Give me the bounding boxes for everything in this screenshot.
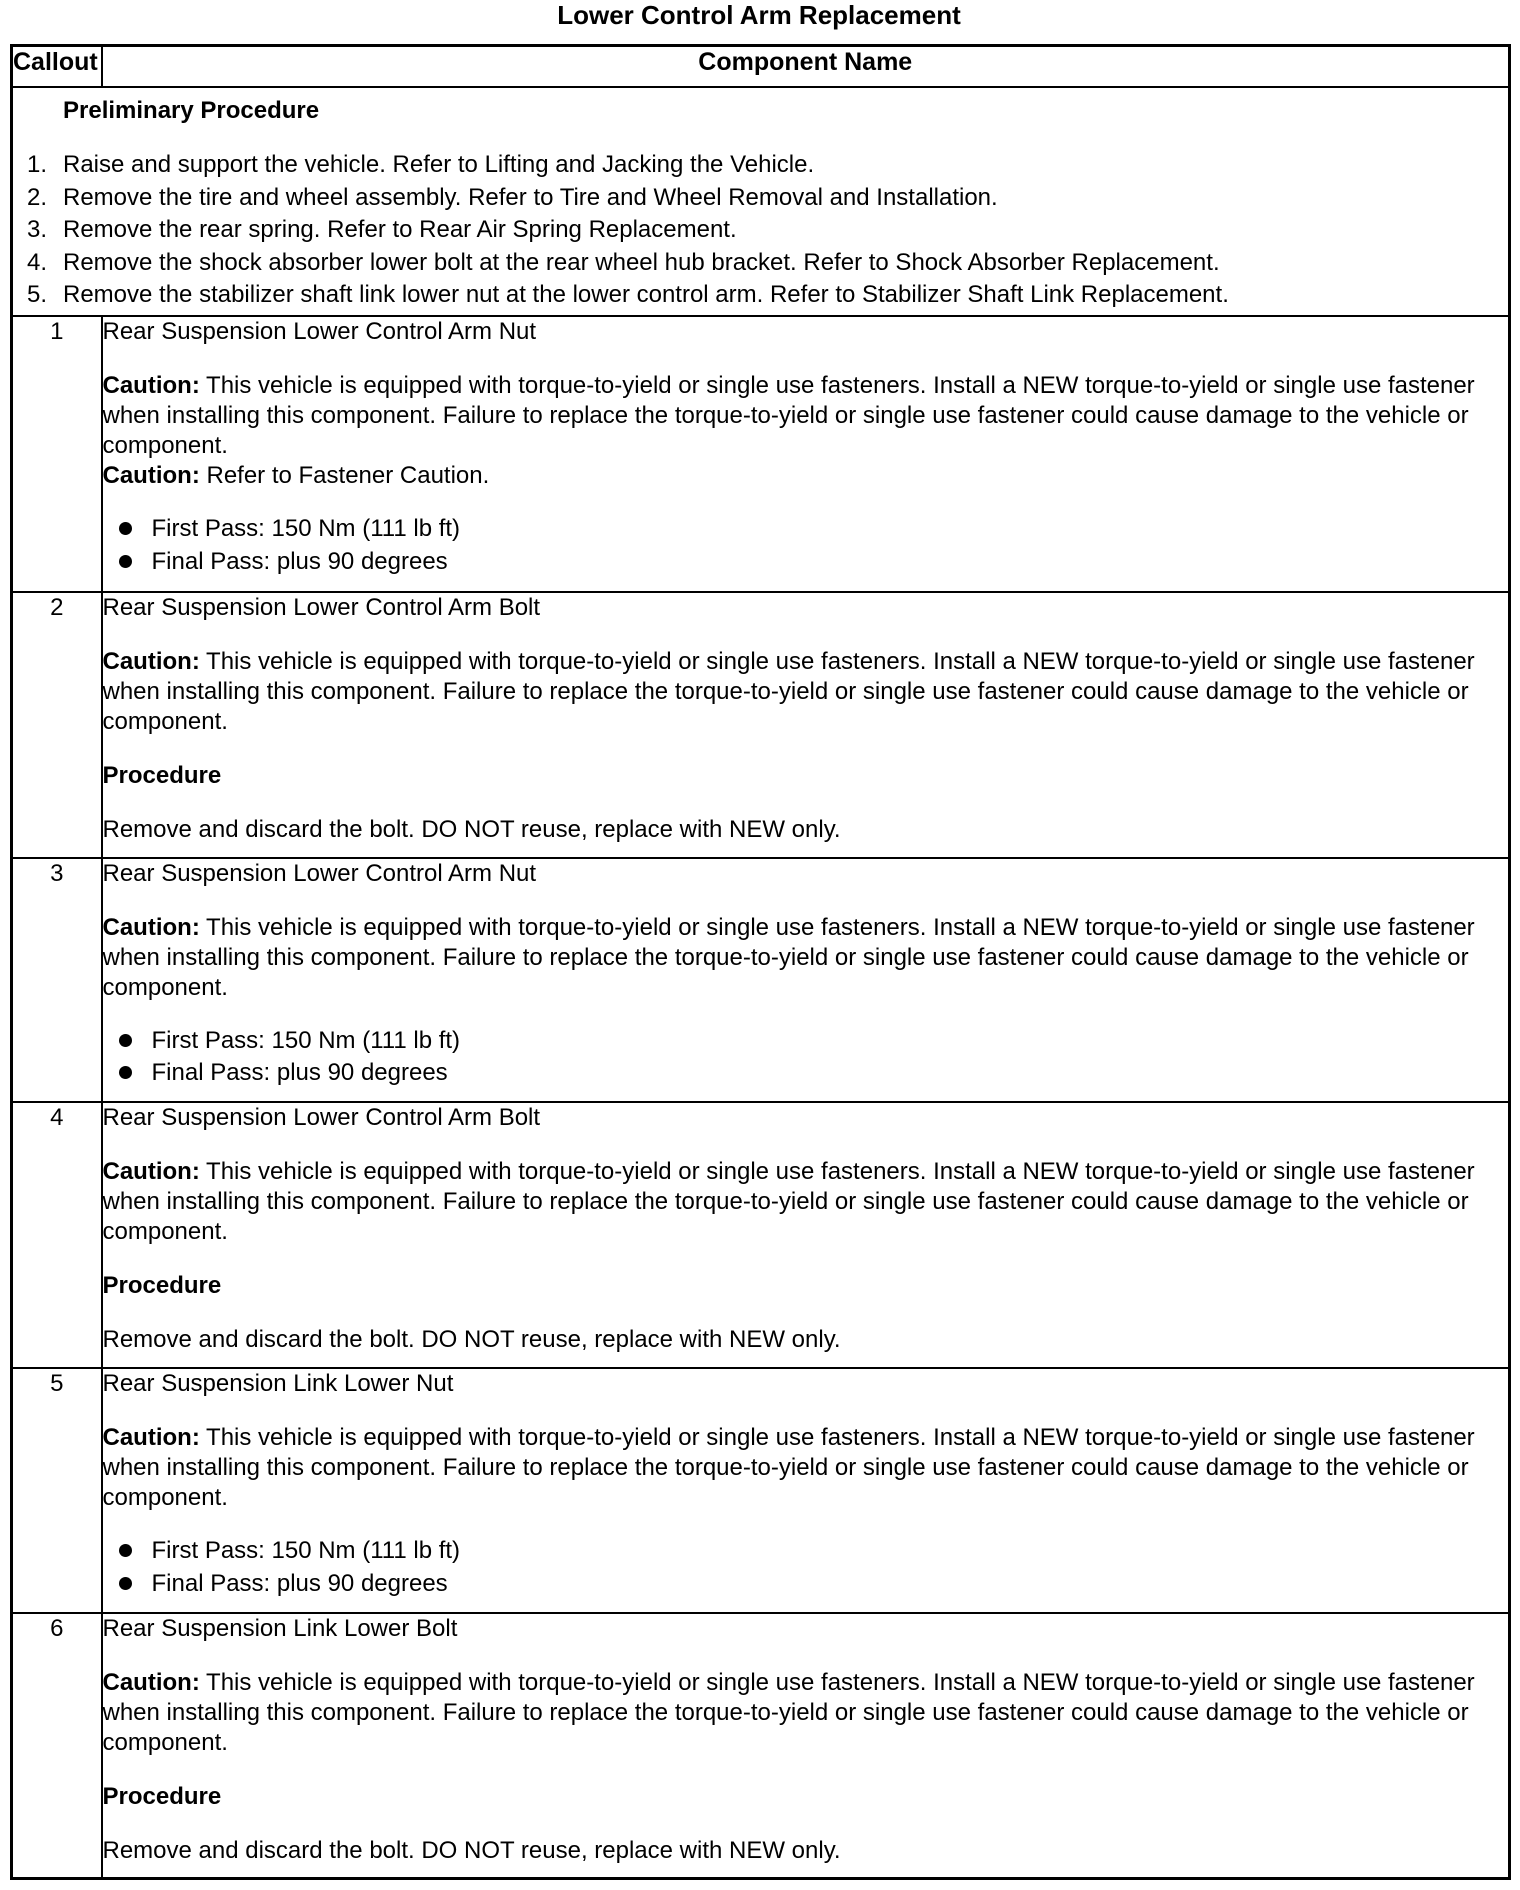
preliminary-step: 3. Remove the rear spring. Refer to Rear Air Spring Replacement.: [27, 216, 737, 244]
header-component-name: Component Name: [102, 46, 1510, 88]
component-name: Rear Suspension Lower Control Arm Bolt: [102, 593, 541, 621]
procedure-text: Remove and discard the bolt. DO NOT reuse, replace with NEW only.: [102, 1326, 841, 1354]
callout-number: 5: [12, 1368, 102, 1612]
bullet-icon: [119, 555, 132, 568]
torque-spec-list: [103, 1025, 1509, 1090]
preliminary-step: 5. Remove the stabilizer shaft link lower nut at the lower control arm. Refer to Stabilizer Shaft Link Replacement.: [27, 281, 1229, 309]
table-row: [12, 1102, 1510, 1368]
preliminary-step: 1. Raise and support the vehicle. Refer to Lifting and Jacking the Vehicle.: [27, 151, 815, 178]
component-cell: [102, 316, 1510, 591]
document-title: Lower Control Arm Replacement: [557, 0, 961, 30]
table-row: [12, 858, 1510, 1102]
caution-note: Caution: Refer to Fastener Caution.: [102, 462, 490, 490]
component-cell: [102, 1613, 1510, 1879]
table-header-row: [12, 46, 1510, 88]
bullet-icon: [119, 1544, 132, 1557]
procedure-table: [10, 44, 1511, 1880]
preliminary-steps: [13, 149, 1508, 312]
callout-number: 6: [12, 1613, 102, 1879]
component-name: Rear Suspension Lower Control Arm Nut: [102, 318, 537, 346]
bullet-icon: [119, 1066, 132, 1079]
list-item: First Pass: 150 Nm (111 lb ft): [103, 1535, 1509, 1568]
torque-spec-list: [103, 513, 1509, 578]
preliminary-title: Preliminary Procedure: [63, 97, 320, 124]
preliminary-step: 4. Remove the shock absorber lower bolt at the rear wheel hub bracket. Refer to Shock Absorber Replacement.: [27, 248, 1220, 276]
list-item: Final Pass: plus 90 degrees: [103, 1057, 1509, 1090]
procedure-heading: Procedure: [102, 761, 222, 789]
list-item: First Pass: 150 Nm (111 lb ft): [103, 513, 1509, 546]
procedure-heading: Procedure: [102, 1782, 222, 1810]
header-callout: Callout: [12, 46, 102, 88]
preliminary-row: [12, 87, 1510, 316]
callout-number: 1: [12, 316, 102, 591]
caution-note: Caution: This vehicle is equipped with torque-to-yield or single use fasteners. Install a NEW torque-to-yield or single use fastener when installing this component. Failure to replace the torque-to-yield or single use fastener could cause damage to the vehicle or component.: [102, 1158, 1475, 1246]
caution-note: Caution: This vehicle is equipped with torque-to-yield or single use fasteners. Install a NEW torque-to-yield or single use fastener when installing this component. Failure to replace the torque-to-yield or single use fastener could cause damage to the vehicle or component.: [102, 1424, 1475, 1512]
component-cell: [102, 858, 1510, 1102]
component-cell: [102, 1368, 1510, 1612]
table-row: [12, 316, 1510, 591]
caution-note: Caution: This vehicle is equipped with torque-to-yield or single use fasteners. Install a NEW torque-to-yield or single use fastener when installing this component. Failure to replace the torque-to-yield or single use fastener could cause damage to the vehicle or component.: [102, 1668, 1475, 1756]
caution-note: Caution: This vehicle is equipped with torque-to-yield or single use fasteners. Install a NEW torque-to-yield or single use fastener when installing this component. Failure to replace the torque-to-yield or single use fastener could cause damage to the vehicle or component.: [102, 647, 1475, 735]
caution-note: Caution: This vehicle is equipped with torque-to-yield or single use fasteners. Install a NEW torque-to-yield or single use fastener when installing this component. Failure to replace the torque-to-yield or single use fastener could cause damage to the vehicle or component.: [102, 913, 1475, 1001]
bullet-icon: [119, 522, 132, 535]
callout-number: 2: [12, 592, 102, 858]
procedure-heading: Procedure: [102, 1272, 222, 1300]
procedure-text: Remove and discard the bolt. DO NOT reuse, replace with NEW only.: [102, 815, 841, 843]
caution-note: Caution: This vehicle is equipped with torque-to-yield or single use fasteners. Install a NEW torque-to-yield or single use fastener when installing this component. Failure to replace the torque-to-yield or single use fastener could cause damage to the vehicle or component.: [102, 372, 1475, 460]
callout-number: 3: [12, 858, 102, 1102]
table-row: [12, 1368, 1510, 1612]
list-item: Final Pass: plus 90 degrees: [103, 1568, 1509, 1601]
procedure-text: Remove and discard the bolt. DO NOT reuse, replace with NEW only.: [102, 1836, 841, 1864]
table-row: [12, 592, 1510, 858]
component-cell: [102, 1102, 1510, 1368]
component-name: Rear Suspension Link Lower Bolt: [102, 1614, 458, 1642]
callout-number: 4: [12, 1102, 102, 1368]
table-row: [12, 1613, 1510, 1879]
preliminary-step: 2. Remove the tire and wheel assembly. Refer to Tire and Wheel Removal and Installation.: [27, 183, 998, 211]
component-name: Rear Suspension Lower Control Arm Bolt: [102, 1104, 541, 1132]
component-name: Rear Suspension Lower Control Arm Nut: [102, 859, 537, 887]
preliminary-cell: [12, 87, 1510, 316]
component-cell: [102, 592, 1510, 858]
bullet-icon: [119, 1034, 132, 1047]
torque-spec-list: [103, 1535, 1509, 1600]
component-name: Rear Suspension Link Lower Nut: [102, 1370, 454, 1398]
list-item: First Pass: 150 Nm (111 lb ft): [103, 1025, 1509, 1058]
bullet-icon: [119, 1577, 132, 1590]
list-item: Final Pass: plus 90 degrees: [103, 546, 1509, 579]
